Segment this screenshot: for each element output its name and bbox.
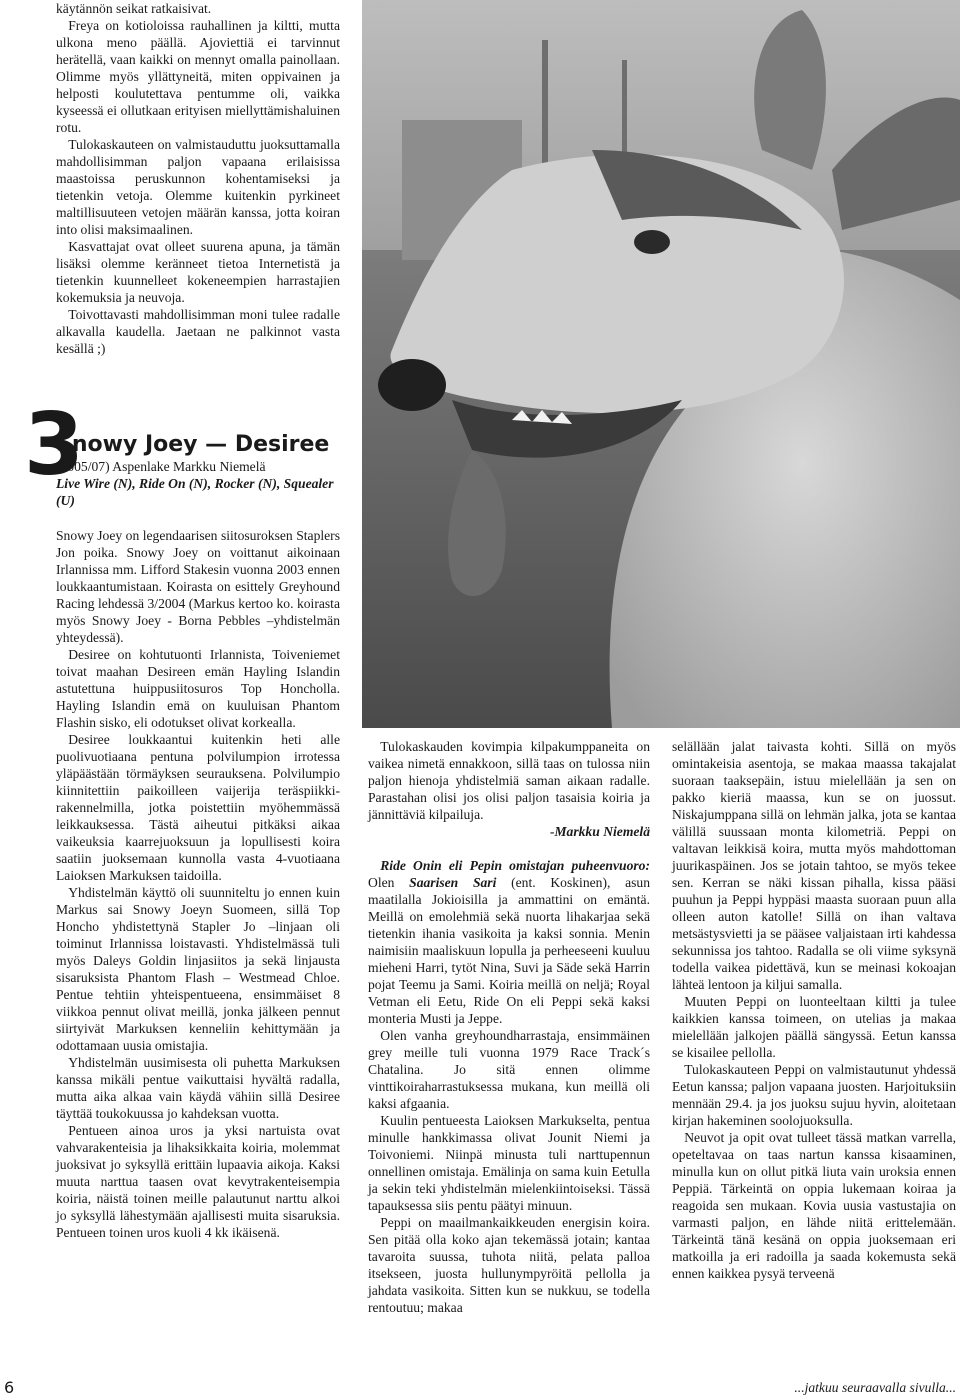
- left-column-bottom: [56, 527, 340, 1241]
- greyhound-photo: [362, 0, 960, 728]
- paragraph: Desiree on kohtutuonti Irlannista, Toiveniemet toivat maahan Desireen emän Hayling Islandin astutettuna huippusiitosuros Top Honcholla. Hayling Islandin emä on kuuluisan Phantom Flashin sisko, eli odotukset olivat korkealla.: [56, 647, 340, 730]
- paragraph: Desiree loukkaantui kuitenkin heti alle puolivuotiaana pentuna polvilumpion irrotessa yläpäästään törmäyksen seurauksena. Polvilumpio kiinnitettiin paikoilleen vaijerija teräspiikki-rakennelmilla, jotka poistettiin myöhemmässä leikkauksessa. Tästä aiheutui pitkäksi aikaa vaikeuksia kaarrejuoksuun ja lopullisesti koira saatiin juoksemaan kunnolla vasta 4-vuotiaana Laioksen Markuksen taidoilla.: [56, 732, 340, 883]
- section-number: 3: [24, 395, 84, 495]
- section-title: Snowy Joey — Desiree: [56, 432, 330, 457]
- paragraph: Yhdistelmän uusimisesta oli puhetta Markuksen kanssa mikäli pentue vaikuttaisi hyvältä radalla, mutta aika alkaa vain käydä vähiin sillä Desiree täyttää toukokuussa jo kahdeksan vuotta.: [56, 1055, 340, 1121]
- owner-paragraph: [368, 857, 650, 1027]
- paragraph: Yhdistelmän käyttö oli suunniteltu jo ennen kuin Markus sai Snowy Joeyn Suomeen, sillä Top Honcho yhdistettynä Stapler Jo –linjaan oli toiminut Irlannissa loistavasti. Yhdistelmässä tuli myös Daleys Goldin linjasiitos ja sekä linjausta sisaruksista Phantom Flash – Westmead Chloe. Pentue tehtiin yhteispentueena, ensimmäiset 8 viikkoa pennut olivat meillä, jonka jälkeen pennut siirtyivät Markuksen kenneliin kehittymään ja odottamaan uusia omistajia.: [56, 885, 340, 1053]
- page-number: 6: [4, 1378, 15, 1397]
- paragraph: Olen vanha greyhoundharrastaja, ensimmäinen grey meille tuli vuonna 1979 Race Track´s Chatalina. Jo sitä ennen olimme vinttikoiraharrastuksessa mukana, kun meillä oli kaksi afgaania.: [368, 1028, 650, 1111]
- owner-name: Saarisen Sari: [409, 875, 497, 890]
- litter-details: [56, 458, 346, 509]
- continued-note: ...jatkuu seuraavalla sivulla...: [794, 1380, 956, 1395]
- paragraph: Tulokaskauteen Peppi on valmistautunut yhdessä Eetun kanssa; paljon vapaana juosten. Harjoituksiin mennään 29.4. ja jos juoksu sujuu hyvin, aloitetaan kirjan hakeminen soolojuoksulla.: [672, 1062, 956, 1128]
- paragraph: Tulokaskauden kovimpia kilpakumppaneita on vaikea nimetä ennakkoon, sillä taas on tulossa niin paljon hienoja yhdistelmiä saman aikaan radalle. Parastahan olisi jos olisi paljon tasaisia koiria ja jännittäviä kilpailuja.: [368, 739, 650, 822]
- litter-breeder: (2005/07) Aspenlake Markku Niemelä: [56, 459, 266, 474]
- paragraph: Kasvattajat ovat olleet suurena apuna, ja tämän lisäksi olemme keränneet tietoa Internetistä ja tietenkin kuunnelleet kokeneempien harrastajien kokemuksia ja neuvoja.: [56, 239, 340, 305]
- paragraph: Peppi on maailmankaikkeuden energisin koira. Sen pitää olla koko ajan tekemässä jotain; kantaa tavaroita suussa, tuhota niitä, pelata palloa itsekseen, juosta hullunympyröitä pellolla ja jahdata vasikoita. Sitten kun se nukkuu, se todella rentoutuu; makaa: [368, 1215, 650, 1315]
- paragraph: Freya on kotioloissa rauhallinen ja kiltti, mutta ulkona meno päällä. Ajoviettiä ei tarvinnut herätellä, vaan kaikki on mennyt omalla painollaan. Olimme myös yllättyneitä, miten oppivainen ja helposti koulutettava pentumme oli, vaikka kyseessä ei ollutkaan erityisen miellyttämishaluinen rotu.: [56, 18, 340, 135]
- paragraph: Toivottavasti mahdollisimman moni tulee radalle alkavalla kaudella. Jaetaan ne palkinnot vasta kesällä ;): [56, 307, 340, 356]
- greyhound-illustration: [362, 0, 960, 728]
- paragraph: selällään jalat taivasta kohti. Sillä on myös omintakeisia asentoja, se makaa maassa takajalat suoraan taaksepäin, istuu mielellään ja sen on pakko kieriä maassa, kun se on juossut. Niskajumppana sillä on lehmän jalka, jota se kantaa välillä suussaan monta kilometriä. Peppi on valtavan leikkisä koira, mutta myös mahdottoman juurikaspäinen. Jos se jotain tahtoo, se myös tekee sen. Kerran se näki kissan pihalla, kissa pääsi puuhun ja Peppi hyppäsi maasta suoraan puun alla olleen auton katolle! Sillä on ihan valtava metsästysvietti ja se pääsee valjaistaan irti kahdessa sekunnissa jos tahtoo. Radalla se oli viime syksynä todella vaikea pidettävä, kun se meinasi kokoajan lähteä lentoon ja kiljui samalla.: [672, 739, 956, 992]
- litter-pups: Live Wire (N), Ride On (N), Rocker (N), Squealer (U): [56, 476, 334, 508]
- paragraph: Neuvot ja opit ovat tulleet tässä matkan varrella, opeteltavaa on taas nartun kanssa kisaaminen, minulla kun on ollut pitkä liuta vain uroksia ennen Peppiä. Tärkeintä on oppia lukemaan koiraa ja reagoida sen mukaan. Kovia uusia vastustajia on varmasti paljon, en lähde niitä erittelemään. Tärkeintä tänä kesänä on oppia juoksemaan eri matkoilla ja eri radoilla ja saada kokemusta sekä ennen kaikkea pysyä terveenä: [672, 1130, 956, 1281]
- owner-section-label: Ride Onin eli Pepin omistajan puheenvuoro:: [380, 858, 650, 873]
- owner-text: (ent. Koskinen), asun maatilalla Jokioisilla ja ammattini on emäntä. Meillä on emolehmiä sekä nuorta lihakarjaa sekä tietenkin ihania vasikoita ja kaksi sonnia. Menin naimisiin maaliskuun lopulla ja perheeseeni kuuluu mieheni Harri, tytöt Nina, Suvi ja Säde sekä Harrin pojat Teemu ja Sami. Koiria meillä on neljä; Royal Vetman eli Eetu, Ride On eli Peppi sekä kaksi monteria Musti ja Jeppe.: [368, 875, 650, 1026]
- owner-intro: Olen: [368, 875, 410, 890]
- signature: -Markku Niemelä: [549, 824, 650, 839]
- paragraph: Pentueen ainoa uros ja yksi nartuista ovat vahvarakenteisia ja lihaksikkaita koiria, molemmat juoksivat jo syksyllä erittäin lupaavia aikoja. Kaksi muuta narttua taasen ovat kevytrakenteisempia koiria, näistä toinen meille palautunut narttu alkoi jo syksyllä lähestymään ajallisesti muita sisaruksia. Pentueen toinen uros kuoli 4 kk ikäisenä.: [56, 1123, 340, 1240]
- right-column: [672, 738, 956, 1282]
- left-column-top: [56, 0, 340, 357]
- paragraph: käytännön seikat ratkaisivat.: [56, 1, 212, 16]
- paragraph: Snowy Joey on legendaarisen siitosuroksen Staplers Jon poika. Snowy Joey on voittanut aikoinaan Irlannissa mm. Lifford Stakesin vuonna 2003 ennen loukkaantumistaan. Koirasta on esittely Greyhound Racing lehdessä 3/2004 (Markus kertoo ko. koirasta myös Snowy Joey - Borna Pebbles –yhdistelmän yhteydessä).: [56, 528, 340, 645]
- middle-column: [368, 738, 650, 1316]
- paragraph: Tulokaskauteen on valmistauduttu juoksuttamalla mahdollisimman paljon vapaana erilaisissa maastoissa peruskunnon kohentamiseksi ja tietenkin vetoja. Olemme kuitenkin pyrkineet maltillisuuteen vetojen määrän kanssa, jotta koiran into olisi maksimaalinen.: [56, 137, 340, 237]
- paragraph: Kuulin pentueesta Laioksen Markukselta, pentua minulle hankkimassa olivat Jounit Niemi ja Toivoniemi. Niinpä minusta tuli narttupennun onnellinen omistaja. Emälinja on sama kuin Eetulla ja sekin teki yhdistelmän mielenkiintoiseksi. Tässä tapauksessa siis pentu päätyi minuun.: [368, 1113, 650, 1213]
- paragraph: Muuten Peppi on luonteeltaan kiltti ja tulee kaikkien kanssa toimeen, on utelias ja makaa mielellään jalkojen päällä sängyssä. Eetun kanssa se kisailee pellolla.: [672, 994, 956, 1060]
